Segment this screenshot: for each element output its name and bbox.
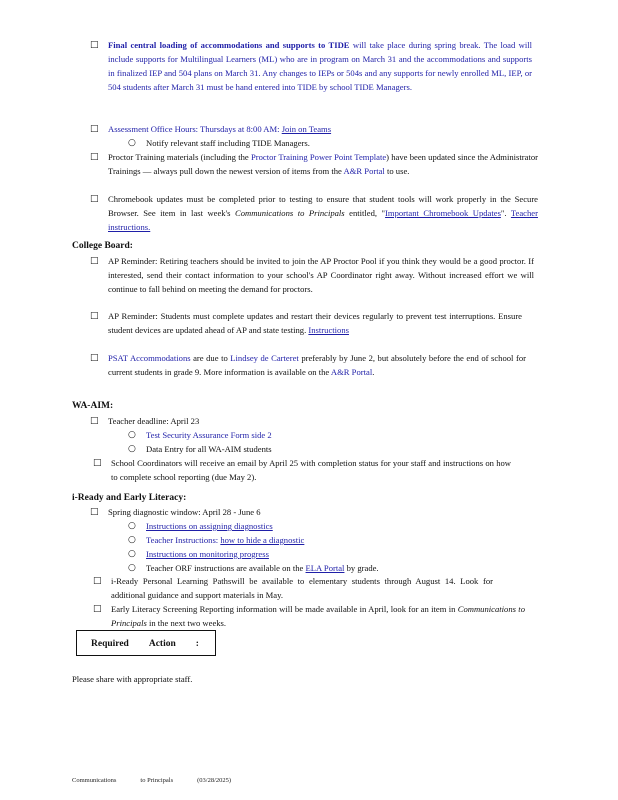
- ar-portal-link[interactable]: A&R Portal: [343, 166, 385, 176]
- checkbox-bullet-icon: □: [90, 40, 99, 50]
- closing-line: Please share with appropriate staff.: [72, 674, 193, 684]
- communications-to-principals-ref: Communications to Principals: [234, 208, 345, 218]
- proctor-training-text-3: to use.: [384, 166, 410, 176]
- early-literacy-text-2: in the next two weeks.: [146, 618, 227, 628]
- orf-instructions-end: by grade.: [344, 563, 379, 573]
- join-teams-link[interactable]: Join on Teams: [281, 124, 332, 134]
- spring-diagnostic-window: Spring diagnostic window: April 28 - June 6: [108, 507, 261, 517]
- required-action-label: Required: [91, 639, 129, 649]
- required-action-colon: :: [195, 639, 199, 649]
- checkbox-bullet-icon: □: [93, 604, 102, 614]
- chromebook-updates-link[interactable]: Important Chromebook Updates: [385, 208, 501, 218]
- iready-heading: i-Ready and Early Literacy:: [72, 493, 187, 503]
- proctor-training-text-2: ) have been updated since the Administrator Trainings — always pull down the newest version of items from the: [108, 152, 539, 176]
- psat-accommodations-paragraph: [108, 351, 526, 379]
- checkbox-bullet-icon: □: [90, 256, 99, 266]
- monitoring-progress-link[interactable]: Instructions on monitoring progress: [146, 549, 269, 559]
- orf-instructions-row: [146, 561, 526, 575]
- circle-bullet-icon: ○: [128, 444, 136, 454]
- office-hours-paragraph: [108, 122, 532, 136]
- lindsey-de-carteret-link[interactable]: Lindsey de Carteret: [230, 353, 299, 363]
- school-coordinators-paragraph: School Coordinators will receive an email by April 25 with completion status for your staff and instructions on how to complete school reporting (due May 2).: [111, 458, 511, 482]
- final-central-loading-title: Final central loading of accommodations and supports to TIDE: [108, 40, 350, 50]
- ap-instructions-link[interactable]: Instructions: [308, 325, 349, 335]
- teacher-instructions-label: Teacher Instructions:: [146, 535, 221, 545]
- early-literacy-paragraph: [111, 602, 525, 630]
- teacher-instructions-link[interactable]: Teacher instructions.: [108, 208, 538, 232]
- proctor-training-text-1: Proctor Training materials (including the: [108, 152, 251, 162]
- final-central-loading-body: will take place during spring break. The load will include supports for Multilingual Learners (ML) who are in program on March 31 and the accommodations and supports in finalized IEP and 504 plans on March 31. Any changes to IEPs or 504s and any supports for newly enrolled ML, IEP, or 504 students after March 31 must be hand entered into TIDE by school TIDE Managers.: [108, 40, 532, 92]
- psat-accommodations-link[interactable]: PSAT Accommodations: [108, 353, 191, 363]
- circle-bullet-icon: ○: [128, 430, 136, 440]
- psat-text-3: .: [372, 367, 375, 377]
- office-hours-sub-item: Notify relevant staff including TIDE Managers.: [146, 138, 310, 148]
- required-action-label-2: Action: [148, 639, 176, 649]
- ap-device-reminder: [108, 309, 522, 337]
- circle-bullet-icon: ○: [128, 521, 136, 531]
- assigning-diagnostics-link-row: [146, 519, 446, 533]
- personal-learning-paragraph: i-Ready Personal Learning Pathswill be available to elementary students through August 14. Look for additional guidance and support materials in May.: [111, 576, 493, 600]
- test-security-form-link[interactable]: Test Security Assurance Form side 2: [146, 430, 272, 440]
- chromebook-text-3: ".: [500, 208, 511, 218]
- early-literacy-text-1: Early Literacy Screening Reporting information will be made available in April, look for an item in: [111, 604, 458, 614]
- wa-aim-deadline: Teacher deadline: April 23: [108, 416, 200, 426]
- ar-portal-link-2[interactable]: A&R Portal: [330, 367, 373, 377]
- hide-diagnostic-link[interactable]: how to hide a diagnostic: [220, 535, 305, 545]
- orf-instructions-text: Teacher ORF instructions are available on the: [146, 563, 306, 573]
- circle-bullet-icon: ○: [128, 549, 136, 559]
- circle-bullet-icon: ○: [128, 563, 136, 573]
- page-footer: [72, 774, 255, 788]
- proctor-training-paragraph: [108, 150, 538, 178]
- ap-proctor-reminder: AP Reminder: Retiring teachers should be invited to join the AP Proctor Pool if you think they would be a good proctor. If interested, send their contact information to your school's AP Coordinator right away. Without increased effort we will continue to fall behind on meeting the demand for proctors.: [108, 256, 534, 294]
- checkbox-bullet-icon: □: [90, 507, 99, 517]
- proctor-training-template-link[interactable]: Proctor Training Power Point Template: [250, 152, 387, 162]
- assigning-diagnostics-link[interactable]: Instructions on assigning diagnostics: [146, 521, 273, 531]
- circle-bullet-icon: ○: [128, 535, 136, 545]
- footer-communications: Communications: [72, 777, 117, 784]
- office-hours-text: Assessment Office Hours: Thursdays at 8:00 AM:: [108, 124, 282, 134]
- monitoring-progress-row: [146, 547, 446, 561]
- checkbox-bullet-icon: □: [90, 194, 99, 204]
- communications-to-principals-ref-2: Communications to Principals: [111, 604, 525, 628]
- psat-text-2: preferably by June 2, but absolutely before the end of school for current students in grade 9. More information is available on the: [108, 353, 526, 377]
- checkbox-bullet-icon: □: [93, 576, 102, 586]
- data-entry-item: Data Entry for all WA-AIM students: [146, 444, 272, 454]
- ela-portal-link[interactable]: ELA Portal: [305, 563, 345, 573]
- checkbox-bullet-icon: □: [90, 416, 99, 426]
- footer-principals: to Principals: [140, 777, 174, 784]
- checkbox-bullet-icon: □: [90, 152, 99, 162]
- chromebook-text-2: entitled, ": [344, 208, 386, 218]
- checkbox-bullet-icon: □: [90, 124, 99, 134]
- ap-device-reminder-text: AP Reminder: Students must complete updates and restart their devices regularly to prevent test interruptions. Ensure student devices are updated ahead of AP and state testing.: [108, 311, 522, 335]
- hide-diagnostic-row: [146, 533, 466, 547]
- final-central-loading-paragraph: [108, 38, 532, 94]
- college-board-heading: College Board:: [72, 241, 133, 251]
- required-action-box: [76, 630, 216, 656]
- psat-text-1: are due to: [190, 353, 231, 363]
- chromebook-text-1: Chromebook updates must be completed prior to testing to ensure that student tools will work properly in the Secure Browser. See item in last week's: [108, 194, 538, 218]
- chromebook-paragraph: [108, 192, 538, 234]
- footer-date: (03/28/2025): [197, 777, 232, 784]
- circle-bullet-icon: ○: [128, 138, 136, 148]
- checkbox-bullet-icon: □: [93, 458, 102, 468]
- checkbox-bullet-icon: □: [90, 353, 99, 363]
- checkbox-bullet-icon: □: [90, 311, 99, 321]
- wa-aim-heading: WA-AIM:: [72, 401, 114, 411]
